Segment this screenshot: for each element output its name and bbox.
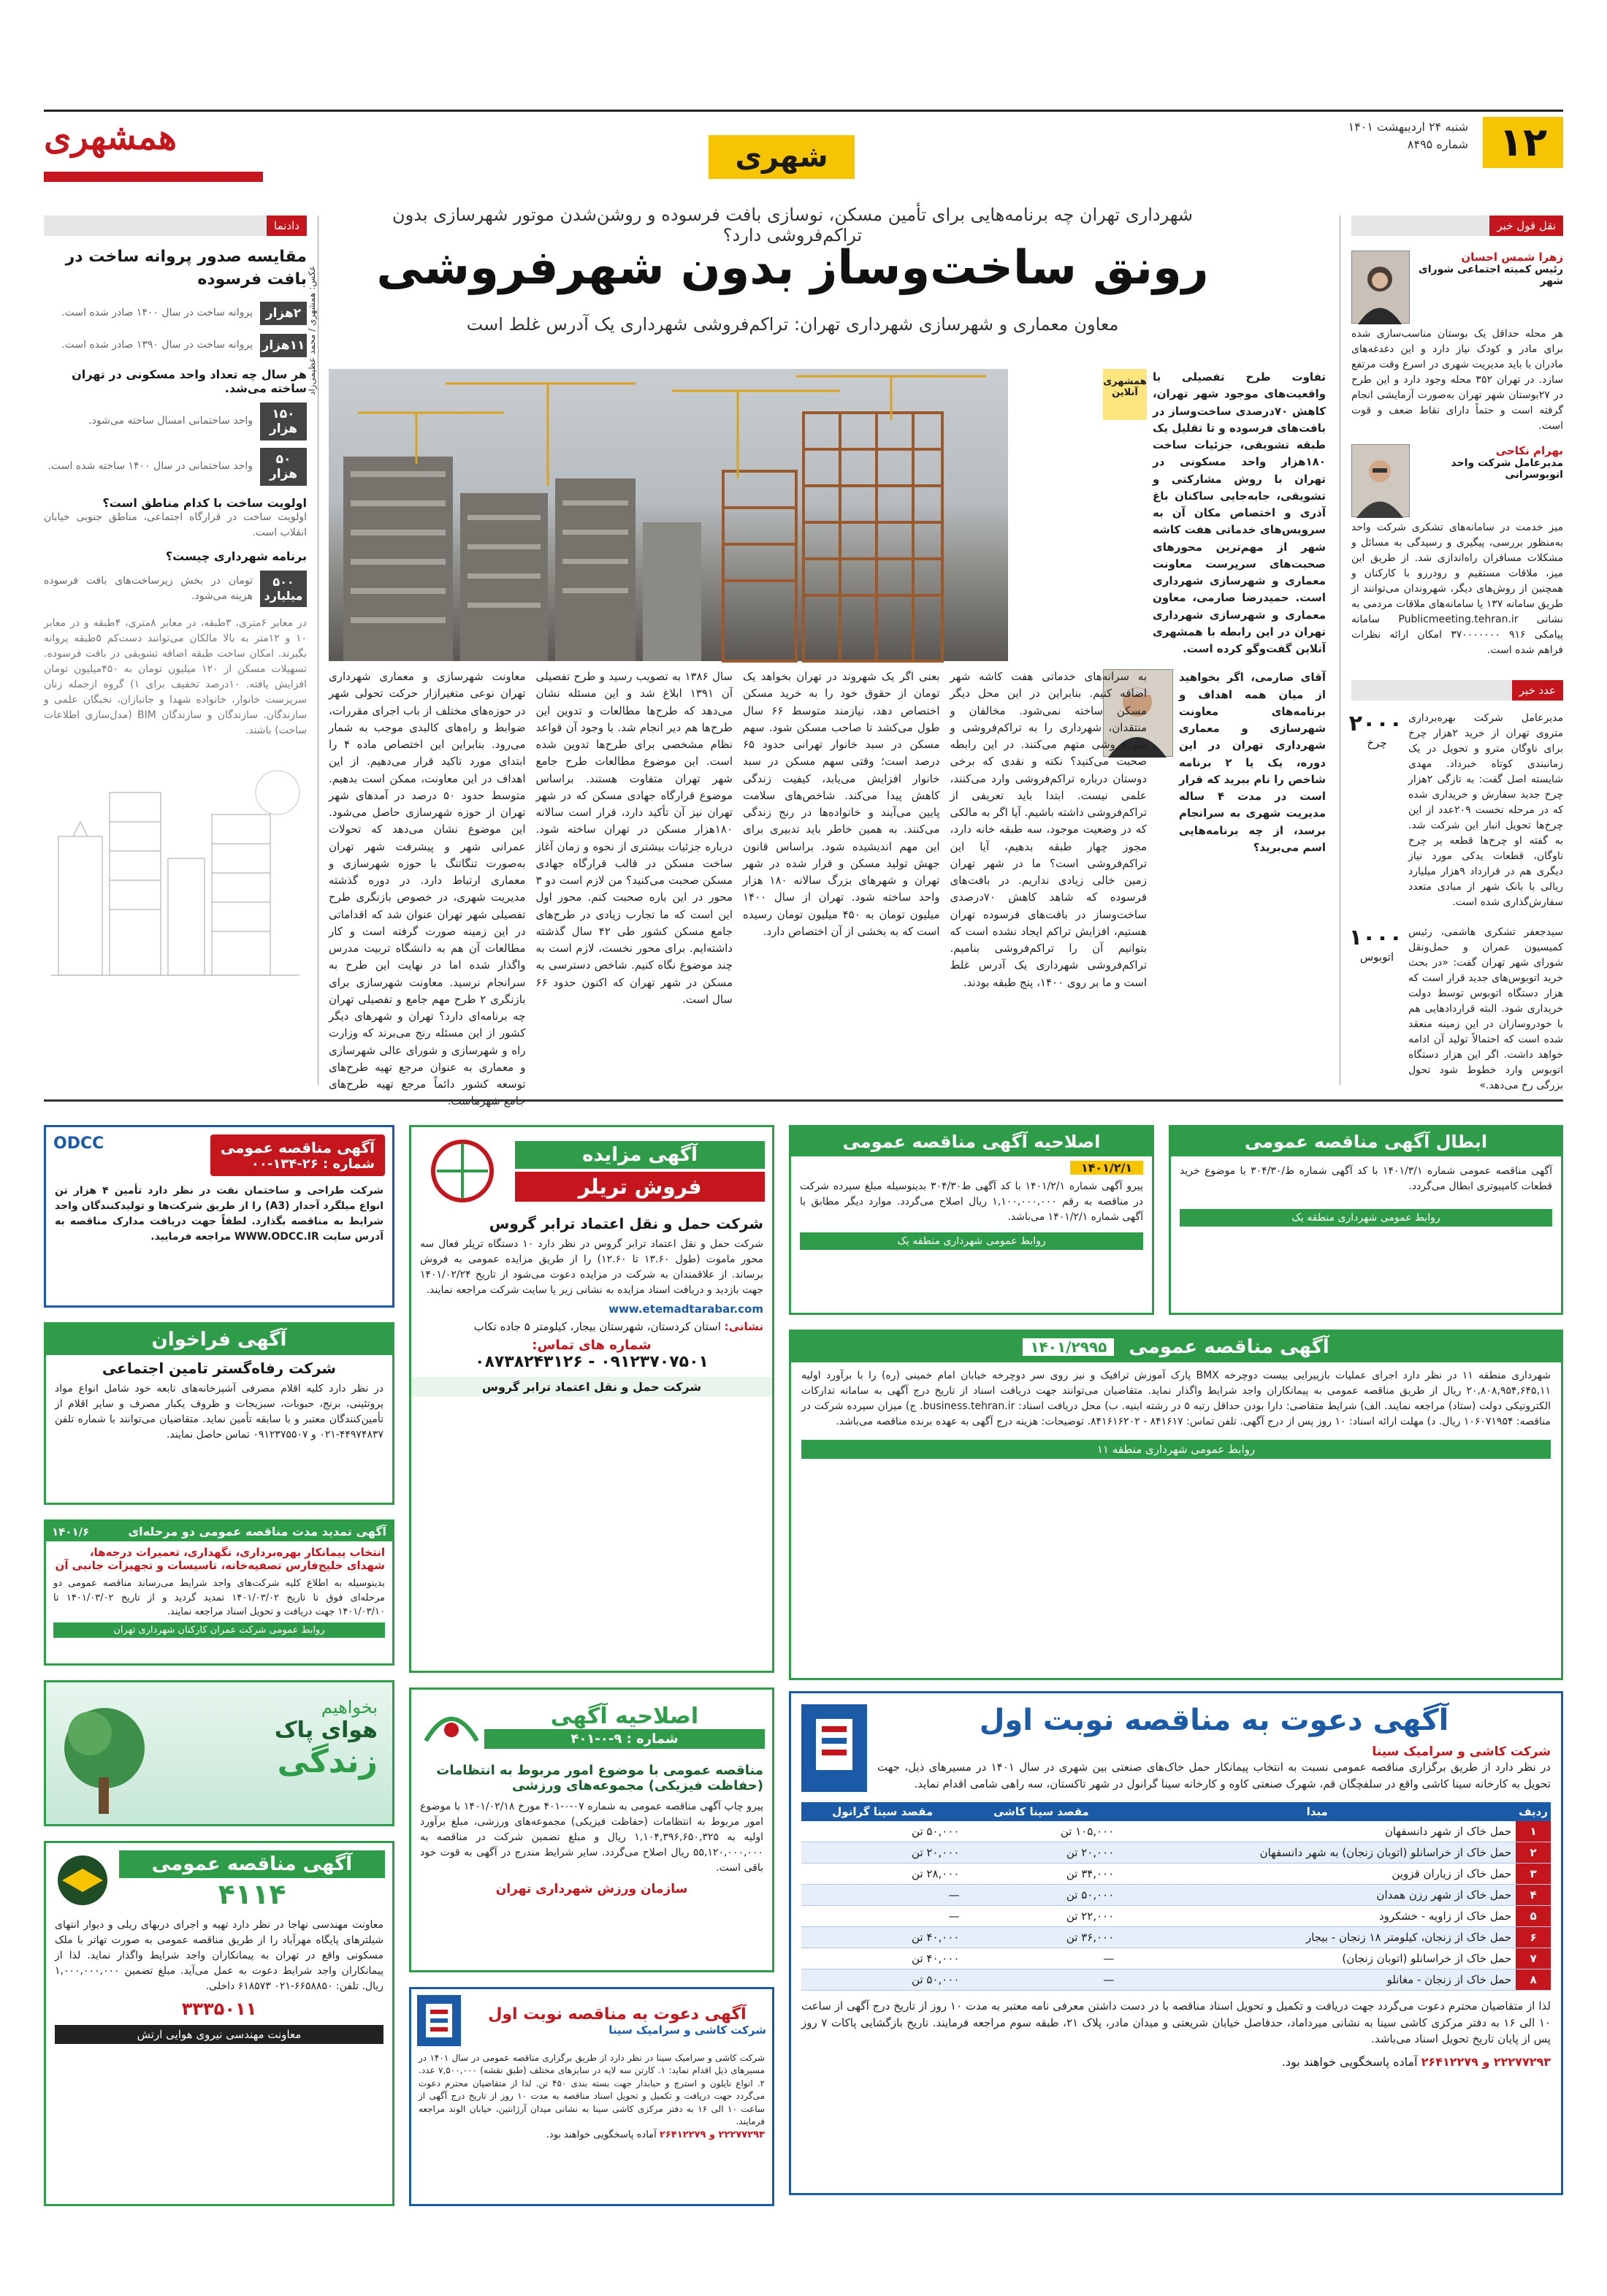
table-header: مقصد سینا گرانول [801,1802,963,1821]
ad-title: آگهی مزایده [515,1141,765,1169]
ad-title: اصلاحیه آگهی مناقصه عمومی [791,1127,1152,1156]
ad-text: پیرو آگهی شماره ۱۴۰۱/۲/۱ با کد آگهی ط۳۰۴/۳۰ بدینوسیله مبلغ سپرده شرکت در مناقصه به رقم ۱,۱۰۰,۰۰۰,۰۰۰ ریال اصلاح می‌گردد. موارد دیگر مطابق با آگهی شماره ۱۴۰۱/۲/۱ می‌باشد. [800,1181,1143,1223]
ad-title: اصلاحیه آگهی [550,1704,699,1729]
row-sina-granul: ۴۰,۰۰۰ تن [801,1927,963,1948]
row-sina-kashi: ۲۰,۰۰۰ تن [963,1842,1118,1864]
ad-company: شرکت حمل و نقل اعتماد ترابر گروس [489,1215,763,1232]
row-sina-kashi: — [963,1948,1118,1969]
stat-number: ۱۱هزار [260,334,307,357]
row-number: ۴ [1516,1885,1551,1906]
globe-logo-icon [419,1134,506,1208]
correction-ad-2 [409,1687,774,1972]
ad-signature: شرکت حمل و نقل اعتماد ترابر گروس [411,1377,772,1397]
dadnama-stat [44,334,307,357]
ad-text: شهرداری منطقه ۱۱ در نظر دارد اجرای عملیات بازپیرایی بیست دوچرخه BMX پارک آموزش ترافیک و نیز روی سر دوچرخه خیابان امام خمینی (ره) را با برآورد اولیه ۲۰,۸۰۸,۹۵۴,۶۴۵,۱۱ ریال از طریق مناقصه عمومی به پیمانکاران واجد شرایط واگذار نماید. متقاضیان می‌توانند جهت دریافت اسناد از تاریخ درج آگهی به سامانه تدارکات الکترونیکی دولت (ستاد) مراجعه نمایند. الف) شرایط متقاضی: دارا بودن حداقل رتبه ۵ در رشته ابنیه. ب) محل دریافت اسناد: business.tehran.ir. ج) میزان سپرده شرکت در مناقصه: ۱۰۶۰۷۱۹۵۴ ریال. د) مهلت ارائه اسناد: ۱۰ روز پس از درج آگهی. تلفن تماس: ۸۴۱۶۱۷ - ۸۴۱۶۱۶۲۰۲. توضیحات: هزینه درج آگهی به عهده برنده مناقصه می‌باشد. [801,1370,1551,1427]
air-force-emblem-icon [53,1851,112,1910]
hamshahri-logo: همشهری [44,117,178,158]
stat-number: ۱۵۰ هزار [260,403,307,440]
ad-phones: ۲۲۲۷۷۲۹۳ و ۲۶۴۱۲۲۷۹ [1421,2054,1551,2069]
row-sina-kashi: — [963,1969,1118,1991]
row-sina-kashi: ۳۴,۰۰۰ تن [963,1864,1118,1885]
ad-text: شرکت حمل و نقل اعتماد ترابر گروس در نظر دارد ۱۰ دستگاه تریلر فعال سه محور ماموت (طول ۱۳.۶۰ تا ۱۲.۶۰) را از طریق مزایده عمومی به فروش برساند. از علاقمندان به شرکت در مزایده دعوت می‌شود از تاریخ ۱۴۰۱/۰۲/۲۴ جهت بازدید و دریافت اسناد مزایده به نشانی زیر یا سایت شرکت مراجعه نمایند. [420,1238,763,1296]
number-unit: اتوبوس [1359,950,1394,964]
ad-phones: ۲۲۲۷۷۲۹۳ و ۲۶۴۱۲۲۷۹ [659,2129,765,2141]
row-origin: حمل خاک از زاویه - خشکرود [1118,1906,1516,1927]
ad-footer-2: آماده پاسخگویی خواهند بود. [1281,2054,1418,2069]
naja-tender-ad [44,1841,394,2206]
stat-text: واحد ساختمانی امسال ساخته می‌شود. [88,415,253,427]
number-item [1348,711,1563,910]
ad-text: معاونت مهندسی نهاجا در نظر دارد تهیه و اجرای دربهای ریلی و دیوار انتهای شیلترهای پایگاه مهرآباد را از طریق مناقصه عمومی به صورت تهاتر با ملک مسکونی واقع در تهران به پیمانکاران واجد شرایط واگذار نماید. لذا از پیمانکاران واجد شرایط دعوت به عمل می‌آید. مبلغ تضمین ۱,۰۰۰,۰۰۰,۰۰۰ ریال. تلفن: ۶۶۵۸۸۵۰-۰۲۱ ۶۱۸۵۷۳ داخلی. [55,1919,383,1992]
article-column: سال ۱۳۸۶ به تصویب رسید و طرح تفصیلی آن ۱۳۹۱ ابلاغ شد و این مسئله نشان می‌دهد که طرح‌ها مطالعات و تدوین این طرح‌ها هم دیر انجام شد. با وجود آن قواعد نظام مشخصی برای طرح‌ها تدوین شده است. این موضوع مطالعات طرح جامع شهر تهران متفاوت هستند. براساس موضوع قرارگاه جهادی مسکن که در شهر تهران نیز آن تأکید دارد، قرار است سالانه ۱۸۰هزار مسکن در تهران ساخته شود. درباره جزئیات بیشتری از نحوه و زمان آغاز ساخت مسکن در قالب قرارگاه جهادی مسکن صحبت می‌کنید؟ من لازم است دو ۳ محور در این باره صحبت کنم. محور اول این است که ما تجارب زیادی در طرح‌های جامع مسکن کشور طی ۴۲ سال گذشته داشته‌ایم. برای محور نخست، لازم است به چند موضوع نگاه کنیم. شاخص دسترسی به مسکن در شهر تهران که اکنون حدود ۶۶ سال است. [535,670,733,1006]
issue-line: شماره ۸۴۹۵ [1407,137,1468,151]
stat-text: تومان در بخش زیرساخت‌های بافت فرسوده هزینه می‌شود. [44,574,253,602]
dadnama-question: برنامه شهرداری چیست؟ [165,549,307,563]
ad-subject: انتخاب پیمانکار بهره‌برداری، نگهداری، تعمیرات درجه‌ها، شهدای خلیج‌فارس تصفیه‌خانه، تاسیسات و تجهیزات جانبی آن [55,1546,385,1572]
sina-logo [417,1995,461,2046]
row-sina-granul: ۲۸,۰۰۰ تن [801,1864,963,1885]
row-sina-granul: — [801,1906,963,1927]
construction-cranes-photo [329,369,1008,661]
masthead-rule [44,110,1563,112]
table-header: مقصد سینا کاشی [963,1802,1118,1821]
ad-signature: روابط عمومی شهرداری منطقه ۱۱ [801,1440,1551,1459]
dadnama-question: اولویت ساخت با کدام مناطق است؟ [102,495,307,510]
call-ad [44,1322,394,1505]
date-line: شنبه ۲۴ اردیبهشت ۱۴۰۱ [1348,120,1468,134]
ad-title: آگهی تمدید مدت مناقصه عمومی دو مرحله‌ای [128,1525,386,1538]
table-row [801,1864,1551,1885]
row-number: ۸ [1516,1969,1551,1991]
dadnama-header [44,216,307,236]
clean-air-ad [44,1680,394,1826]
number-text: مدیرعامل شرکت بهره‌برداری متروی تهران از خرید ۲هزار چرخ برای ناوگان مترو و تحویل در یک زمانبندی کوتاه خبرداد. مهدی شایسته اصل گفت: به تازگی ۲هزار چرخ جدید سفارش و خریداری شده که در مرحله نخست ۲۰۹عدد از این چرخ‌ها تحویل انبار این شرکت شد. به گفته او چرخ‌ها قطعه پر چرخ ناوگان، قطعات یدکی مورد نیاز دیگری هم در قرارداد ۹هزار میلیارد ریالی با بانک شهر از مبادی متعدد سفارش‌گذاری شده است. [1408,712,1563,908]
sports-logo-icon [419,1697,484,1755]
ad-intro: در نظر دارد از طریق برگزاری مناقصه عمومی نسبت به انتخاب پیمانکار حمل خاک‌های صنعتی بین شهری در سال ۱۴۰۱ در مسیرهای ذیل، جهت تحویل به کارخانه سینا کاشی واقع در سلفچگان قم، شهرک صنعتی کاوه و کارخانه سینا گرانول در شهر تاکستان، سه راهی شامی اقدام نماید. [877,1761,1551,1790]
ad-title: آگهی دعوت به مناقصه نوبت اول [979,1704,1449,1737]
article-body [329,668,1147,1091]
ad-title: آگهی مناقصه عمومی [1129,1336,1329,1358]
row-number: ۳ [1516,1864,1551,1885]
ad-title: ابطال آگهی مناقصه عمومی [1171,1127,1561,1156]
article-kicker: شهرداری تهران چه برنامه‌هایی برای تأمین مسکن، نوسازی بافت فرسوده و روشن‌شدن موتور شهرسازی بدون تراکم‌فروشی دارد؟ [392,205,1193,245]
source-tag: همشهری آنلاین [1103,369,1147,420]
ad-text: آگهی مناقصه عمومی شماره ۱۴۰۱/۳/۱ با کد آگهی شماره ط/۳۰۴/۳۰ با موضوع خرید قطعات کامپیوتری ابطال می‌گردد. [1180,1165,1553,1192]
ad-text: شرکت طراحی و ساختمان نفت در نظر دارد تأمین ۴ هزار تن انواع میلگرد آجدار (A3) را از طریق شرکت‌ها و تولیدکنندگان واجد شرایط به مناقصه بگذارد. لطفاً جهت دریافت مدارک مناقصه به آدرس سایت WWW.ODCC.IR مراجعه فرمایید. [55,1185,383,1243]
ad-subject: مناقصه عمومی با موضوع امور مربوط به انتظامات (حفاظت فیزیکی) مجموعه‌های ورزشی [436,1763,763,1793]
ad-signature: روابط عمومی شهرداری منطقه یک [800,1232,1143,1250]
ad-title: آگهی مناقصه عمومی [119,1850,385,1878]
number-unit: چرخ [1367,736,1387,750]
table-row [801,1969,1551,1991]
row-origin: حمل خاک از خراسانلو (اتوبان زنجان) [1118,1948,1516,1969]
stat-text: پروانه ساخت در سال ۱۴۰۰ صادر شده است. [61,307,253,319]
slogan-line-3: زندگی [277,1743,378,1780]
sports-org-logo [419,1697,484,1755]
ad-number: ۱۴۰۱/۲/۱ [1070,1161,1143,1175]
numbers-rail-tag: عدد خبر [1512,680,1563,701]
dadnama-rail [44,216,307,983]
naja-emblem [53,1851,112,1910]
quote-item [1351,251,1563,324]
ad-company: شرکت کاشی و سرامیک سینا [608,2023,766,2037]
numbers-rail-header [1351,680,1563,701]
address-label: نشانی: [724,1320,763,1333]
row-sina-granul: — [801,1885,963,1906]
sina-logo [801,1704,867,1792]
table-row [801,1906,1551,1927]
company-logo [419,1134,506,1208]
quote-role: رئیس کمیته اجتماعی شورای شهر [1418,264,1563,287]
trailer-auction-ad [409,1125,774,1673]
sina-tender-ad [789,1691,1563,2195]
ad-text: بدینوسیله به اطلاع کلیه شرکت‌های واجد شرایط می‌رساند مناقصه عمومی دو مرحله‌ای فوق تا تاریخ ۱۴۰۱/۰۳/۰۲ تمدید گردید و از تاریخ ۱۴۰۱/۰۳/۰۲ تا ۱۴۰۱/۰۳/۱۰ جهت دریافت و تحویل اسناد مراجعه نمایند. [53,1578,385,1617]
number-value: ۲۰۰۰ [1348,711,1402,736]
photo-credit: عکس: همشهری / محمد عظیمی‌زاد [307,263,317,398]
ad-text: پیرو چاپ آگهی مناقصه عمومی به شماره ۰۷-۰-۴۰۱ مورخ ۱۴۰۱/۰۲/۱۸ با موضوع امور مربوط به انتظامات (حفاظت فیزیکی) مجموعه‌های ورزشی، مبلغ برآورد اولیه به ۱,۱۰۴,۳۹۶,۶۵۰,۳۲۵ ریال و مبلغ تضمین شرکت در مناقصه به ۵۵,۱۲۰,۰۰۰,۰۰۰ ریال اصلاح می‌گردد. سایر شرایط مندرج در آگهی به قوت خود باقی است. [420,1801,764,1874]
quote-author-photo [1351,444,1410,517]
ad-website[interactable]: www.etemadtarabar.com [608,1303,763,1316]
ad-company: شرکت کاشی و سرامیک سینا [1372,1744,1551,1759]
ad-text: شرکت کاشی و سرامیک سینا در نظر دارد از طریق برگزاری مناقصه عمومی در سال ۱۴۰۱ در مسیرهای ذیل اقدام نماید: ۱. کارتن سه لایه در سایزهای مختلف (طبق نقشه) ۷,۵۰۰,۰۰۰ عدد. ۲. انواع نایلون و استرچ و حبابدار جهت بسته بندی ۴۵۰ تن. لذا از متقاضیان محترم دعوت می‌گردد جهت دریافت و تکمیل و تحویل اسناد مناقصه به مدت ۱۰ روز از تاریخ درج آگهی از ساعت ۱۰ الی ۱۶ به دفتر مرکزی کاشی سینا به نشانی میدان آرژانتین، خیابان الوند مراجعه فرمایند. [419,2053,766,2127]
row-number: ۶ [1516,1927,1551,1948]
table-header: مبدا [1118,1802,1516,1821]
row-number: ۲ [1516,1842,1551,1864]
odcc-tender-ad [44,1125,394,1308]
dadnama-stat [44,302,307,325]
row-sina-kashi: ۵۰,۰۰۰ تن [963,1885,1118,1906]
person-icon [1351,445,1409,518]
ad-date: ۱۴۰۱/۶ [52,1525,90,1538]
ad-title: آگهی دعوت به مناقصه نوبت اول [488,2005,747,2024]
row-sina-granul: ۵۰,۰۰۰ تن [801,1821,963,1842]
number-text: سیدجعفر تشکری هاشمی، رئیس کمیسیون عمران و حمل‌ونقل شورای شهر تهران گفت: «در بحث خرید اتوبوس‌های جدید قرار است که هزار دستگاه اتوبوس توسط دولت خریداری شود. البته قراردادهایی هم با خودروسازان در این زمینه منعقد شده است که احتمالاً تولید آن ادامه خواهد داشت. اگر این هزار دستگاه اتوبوس وارد خطوط شود تحول بزرگی رخ می‌دهد.» [1408,926,1563,1091]
row-sina-granul: ۲۰,۰۰۰ تن [801,1842,963,1864]
ad-footer: لذا از متقاضیان محترم دعوت می‌گردد جهت دریافت و تکمیل و تحویل اسناد مناقصه با در دست داشتن معرفی نامه معتبر به مدت ۱۰ روز از تاریخ درج آگهی از ساعت ۱۰ الی ۱۶ به دفتر مرکزی کاشی سینا به نشانی میرداماد، حدفاصل خیابان شریعتی و میدان مادر، پلاک ۲۱، طبقه سوم مراجعه فرمایند. تاریخ بازگشایی پاکات ۷ روز پس از پایان تاریخ تحویل اسناد می‌باشد. [801,1999,1551,2045]
number-value: ۱۰۰۰ [1348,925,1402,950]
phones: ۰۹۱۲۳۷۰۷۵۰۱ - ۰۸۷۳۸۲۴۳۱۲۶ [475,1353,709,1371]
row-origin: حمل خاک از زنجان، کیلومتر ۱۸ زنجان - بیجار [1118,1927,1516,1948]
sina-logo-icon [801,1704,867,1792]
quote-author: زهرا شمس احسان [1461,251,1563,264]
cancellation-ad [1169,1125,1563,1315]
row-origin: حمل خاک از خراسانلو (اتوبان زنجان) به شهر دانسفهان [1118,1842,1516,1864]
ad-company: شرکت رفاه‌گستر تامین اجتماعی [102,1359,337,1377]
article-column: معاونت شهرسازی و معماری شهرداری تهران نوعی متغیرازار حرکت تحولی شهر در حوزه‌های مختلف از باب اجرای مقررات، ضوابط و راه‌های کالبدی موجب به شمار می‌رود. بنابراین این اختصاص ماده ۴ را ابتدای مورد تاکید قرار می‌دهیم. از این اهداف در این معاونت، ممکن است بدهیم. متوسط حدود ۵۰ درصد در آمدهای شهر تهران از حوزه شهرسازی حاصل می‌شود. این موضوع نشان می‌دهد که تحولات عمرانی شهر و پیشرفت شهر تهران به‌صورت تنگاتنگ با حوزه شهرسازی و معماری ارتباط دارد. در دوره گذشته مدیریت شهری، در خصوص بازنگری طرح تفصیلی شهر تهران عنوان شد که اقداماتی در این زمینه صورت گرفته است و کار مطالعات آن هم به دانشگاه تربیت مدرس واگذار شده اما در نهایت این طرح به سرانجام نرسید. معاونت شهرسازی برای بازنگری ۲ طرح مهم جامع و تفصیلی تهران چه برنامه‌ای دارد؟ تهران و شهرهای دیگر کشور از این مسئله رنج می‌برند که وزارت راه و شهرسازی و شورای عالی شهرسازی و معماری به عنوان مرجع تهیه طرح‌های توسعه کشور دائماً مرجع تهیه طرح‌های [329,670,526,1091]
stat-text: پروانه ساخت در سال ۱۳۹۰ صادر شده است. [61,339,253,351]
skyline-sketch-icon [44,749,307,983]
number-item [1348,925,1563,1094]
ad-signature: روابط عمومی شرکت عمران کارکنان شهرداری تهران [53,1622,385,1638]
table-row [801,1842,1551,1864]
ad-text: در نظر دارد کلیه اقلام مصرفی آشپزخانه‌های تابعه خود شامل انواع مواد پروتئینی، برنج، حبوبات، سبزیجات و ظروف یکبار مصرف و سایر اقلام از تأمین‌کنندگان معتبر و با سابقه تأمین نماید. متقاضیان می‌توانند با شماره تلفن ۴۴۹۷۴۸۳۷-۰۲۱ و ۰۹۱۲۳۷۵۵۰۷ تماس حاصل نمایند. [55,1383,383,1441]
row-number: ۵ [1516,1906,1551,1927]
ad-signature: معاونت مهندسی نیروی هوایی ارتش [55,2025,383,2044]
ad-footer: آماده پاسخگویی خواهند بود. [546,2129,657,2141]
page-number: ۱۲ [1483,117,1563,168]
city-illustration [44,749,307,983]
article-headline: رونق ساخت‌وساز بدون شهرفروشی [376,241,1209,295]
row-number: ۷ [1516,1948,1551,1969]
dadnama-stat [44,571,307,607]
ad-signature: سازمان ورزش شهرداری تهران [495,1882,688,1896]
row-sina-kashi: ۲۲,۰۰۰ تن [963,1906,1118,1927]
logo-underline [44,172,263,182]
quote-text: هر محله حداقل یک بوستان مناسب‌سازی شده برای مادر و کودک نیاز دارد و این دغدغه‌های مادران با باید مدیریت شهری در اسرع وقت مرتفع سازد. در تهران ۳۵۲ محله وجود دارد و این طرح در ۲۷بوستان شهر تهران به‌صورت آزمایشی انجام گرفته است و حتماً دارای نقاط ضعف و قوت است. [1351,328,1563,432]
dadnama-footer: در معابر ۶متری، ۳طبقه، در معابر ۸متری، ۴طبقه و در معابر ۱۰ و ۱۲متر به بالا مالکان می‌توانند دست‌کم ۵طبقه پروانه بگیرند. امکان ساخت طبقه اضافه تشویقی در بافت فرسوده. تسهیلات مسکن از ۱۲۰ میلیون تومان به ۴۵۰میلیون تومان افزایش یافته. ۱۰درصد تخفیف برای ۱) گروه ازجمله زنان سرپرست خانوار، خانواده شهدا و جانبازان، نخبگان علمی و سازندگان. سازندگان و سازندگان BIM (مدل‌سازی اطلاعات ساخت) باشند. [44,617,308,736]
ad-subtitle: فروش تریلر [515,1172,765,1202]
dadnama-stat [44,448,307,486]
quote-role: مدیرعامل شرکت واحد اتوبوسرانی [1451,457,1563,481]
table-row [801,1948,1551,1969]
dadnama-tag: دادنما [267,216,307,236]
table-row [801,1927,1551,1948]
extension-ad [44,1519,394,1666]
sina-logo-icon [417,1995,461,2046]
person-icon [1351,251,1409,324]
ad-number: ۴۱۱۴ [218,1878,286,1910]
quote-author-photo [1351,251,1410,324]
correction-ad-1 [789,1125,1154,1315]
slogan-line-1: بخواهیم [321,1697,378,1717]
address-text: استان کردستان، شهرستان بیجار، کیلومتر ۵ جاده تکاب [473,1320,721,1333]
table-row [801,1885,1551,1906]
ad-title: آگهی مناقصه عمومی [220,1139,375,1156]
table-row [801,1821,1551,1842]
slogan-line-2: هوای پاک [274,1717,378,1743]
article-column: به سرانه‌های خدماتی هفت کاشه شهر اضافه کنیم. بنابراین در این محل دیگر مسکن ساخته نمی‌شود. مخالفان و منتقدان، شهرداری را به تراکم‌فروشی و شهرفروشی متهم می‌کنند. در این رابطه صحبت می‌کنید؟ نکته و نقدی که برخی دوستان درباره تراکم‌فروشی وارد می‌کنند، علمی نیست. ابتدا باید تعریفی از تراکم‌فروشی داشته باشیم. آیا اگر به مالکی که در وضعیت موجود، سه طبقه خانه دارد، مجوز چهار طبقه بدهیم، آیا این تراکم‌فروشی است؟ ما در شهر تهران زمین خالی زیادی نداریم. در بافت‌های فرسوده که شاهد کاهش ۷۰درصدی ساخت‌وساز در بافت‌های فرسوده تهران هستیم، افزایش تراکم ایجاد نشده است که بتوانیم آن را تراکم‌فروشی بنامیم. تراکم‌فروشی شهرداری یک آدرس غلط است و ما بر روی ۱۴۰۰، پنج طبقه بودند. [950,670,1147,989]
stat-number: ۲هزار [260,302,307,325]
quote-rail-header [1351,216,1563,236]
row-sina-kashi: ۱۰۵,۰۰۰ تن [963,1821,1118,1842]
dadnama-stat [44,403,307,440]
row-origin: حمل خاک از شهر دانسفهان [1118,1821,1516,1842]
section-title: شهری [709,135,855,179]
quote-text: میز خدمت در سامانه‌های تشکری شرکت واحد به‌منظور بررسی، پیگیری و رسیدگی به مسائل و مشکلات مسافران راه‌اندازی شد. از طریق این میز، ملاقات مستقیم و رودررو با کارکنان و همچنین از روش‌های دیگر، شهروندان می‌توانند از طریق سامانه ۱۳۷ یا سامانه‌های ملاقات مردمی به نشانی Publicmeeting.tehran.ir سامانه پیامکی ۹۱۶ ۳۷۰۰۰۰۰۰۰ امکان ارائه نظرات فراهم شده است. [1351,522,1563,656]
stat-text: واحد ساختمانی در سال ۱۴۰۰ ساخته شده است. [47,460,253,473]
row-origin: حمل خاک از زنجان - مغانلو [1118,1969,1516,1991]
article-lead: تفاوت طرح تفصیلی با واقعیت‌های موجود شهر تهران، کاهش ۷۰درصدی ساخت‌وساز در بافت‌های فرسوده و تا تقلیل یک طبقه تشویقی، جزئیات ساخت ۱۸۰هزار واحد مسکونی در تهران با روش مشارکتی و تشویقی، جابه‌جایی ساکنان باغ آذری و اختصاص مکان آن به سرویس‌های خدماتی هفت کاشه شهر از مهم‌ترین محورهای صحبت‌های سرپرست معاونت معماری و شهرسازی شهرداری است. حمیدرضا صارمی، معاون معماری و شهرسازی شهرداری تهران در این رابطه با همشهری آنلاین گفت‌وگو کرده است. [1153,370,1326,655]
row-sina-granul: ۵۰,۰۰۰ تن [801,1969,963,1991]
quote-author: بهرام نکاحی [1495,444,1563,457]
ad-number: ۱۴۰۱/۲۹۹۵ [1023,1338,1114,1356]
dadnama-title: مقایسه صدور پروانه ساخت در بافت فرسوده [65,248,307,289]
ad-signature: روابط عمومی شهرداری منطقه یک [1180,1209,1552,1227]
issue-date [1348,118,1468,153]
ad-number: شماره : ۲۶-۱۳۴-۰۰ [251,1156,375,1172]
article-column: بعنی اگر یک شهروند در تهران بخواهد یک تومان از حقوق خود را به خرید مسکن اختصاص دهد، نیازمند متوسط ۶۶ سال طول می‌کشد تا صاحب مسکن شود. سهم مسکن در سبد خانوار تهرانی حدود ۶۵ درصد است؛ وقتی سهم مسکن در سبد خانوار افزایش می‌یابد، کیفیت زندگی کاهش پیدا می‌کند. شاخص‌های سلامت پایین می‌آیند و خانواده‌ها در رنج زندگی می‌کنند. به همین خاطر باید تدبیری برای این مهم اندیشیده شود. براساس قانون جهش تولید مسکن و قرار شده در شهر تهران و شهرهای بزرگ سالانه ۱۸۰ هزار واحد ساخته شود. تهران از سال ۱۴۰۰ میلیون تومان به ۴۵۰ میلیون تومان رسیده است که به بخشی از آن اختصاص دارد. [743,670,940,938]
row-origin: حمل خاک از زیاران قزوین [1118,1864,1516,1885]
stat-number: ۵۰ هزار [260,448,307,486]
article-subhead: معاون معماری و شهرسازی شهرداری تهران: تراکم‌فروشی شهرداری یک آدرس غلط است [466,314,1119,335]
ad-phone: ۳۳۳۵۰۱۱ [181,1999,257,2019]
stat-number: ۵۰۰ میلیارد [260,571,307,607]
row-sina-granul: ۴۰,۰۰۰ تن [801,1948,963,1969]
quote-rail [1348,216,1563,1094]
row-origin: حمل خاک از شهر رزن همدان [1118,1885,1516,1906]
ad-number: شماره : ۹-۰-۴۰۱ [484,1729,765,1749]
interview-question: آقای صارمی، اگر بخواهید از میان همه اهداف و برنامه‌های معاونت شهرسازی و معماری شهرداری تهران در این دوره، یک یا ۲ برنامه شاخص را نام ببرید که قرار است در مدت ۴ ساله مدیریت شهری به سرانجام برسد، از چه برنامه‌هایی اسم می‌برید؟ [1179,671,1326,854]
ads-divider [44,1099,1563,1102]
ad-title: آگهی فراخوان [46,1324,392,1355]
routes-table [801,1802,1551,1991]
row-number: ۱ [1516,1821,1551,1842]
sina-small-ad [409,1987,774,2206]
district11-tender-ad [789,1330,1563,1680]
row-sina-kashi: ۳۶,۰۰۰ تن [963,1927,1118,1948]
quote-rail-tag: نقل قول خبر [1489,216,1563,236]
quote-item [1351,444,1563,517]
odcc-logo: ODCC [53,1134,104,1153]
table-header: ردیف [1516,1802,1551,1821]
phones-label: شماره های تماس: [532,1338,652,1353]
dadnama-answer: اولویت ساخت در قرارگاه اجتماعی، مناطق جنوبی خیابان انقلاب است. [44,511,307,538]
dadnama-question: هر سال چه تعداد واحد مسکونی در تهران ساخته می‌شد. [72,367,307,395]
